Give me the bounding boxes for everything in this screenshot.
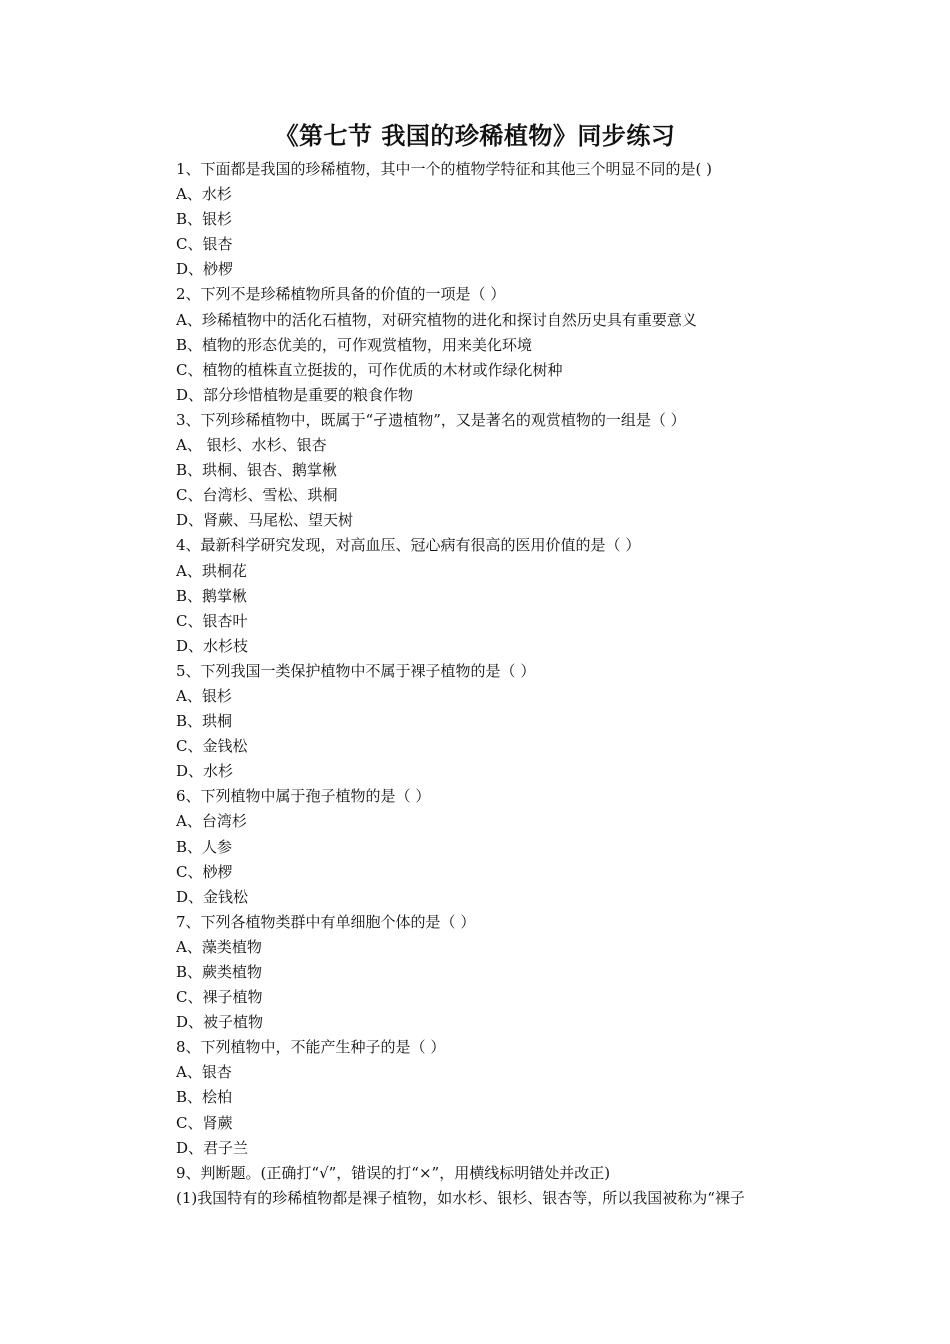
answer-option: A、珙桐花 [176,561,247,580]
answer-option: B、蕨类植物 [176,963,263,981]
question-list [176,157,816,1211]
answer-option: C、肾蕨 [176,1113,233,1132]
answer-option: C、植物的植株直立挺拔的，可作优质的木材或作绿化树种 [176,360,563,379]
answer-option: C、金钱松 [176,737,248,756]
answer-option: A、珍稀植物中的活化石植物，对研究植物的进化和探讨自然历史具有重要意义 [176,310,697,329]
answer-option: D、桫椤 [176,260,234,279]
answer-option: B、珙桐 [176,712,233,731]
answer-option: C、台湾杉、雪松、珙桐 [176,486,338,505]
answer-option: D、部分珍惜植物是重要的粮食作物 [176,385,414,404]
answer-option: D、水杉枝 [176,636,249,655]
question-stem: 1、下面都是我国的珍稀植物，其中一个的植物学特征和其他三个明显不同的是( ) [176,160,713,178]
answer-option: D、肾蕨、马尾松、望天树 [176,511,354,530]
answer-option: B、植物的形态优美的，可作观赏植物，用来美化环境 [176,335,533,354]
document-title: 《第七节 我国的珍稀植物》同步练习 [274,121,676,150]
answer-option: B、桧柏 [176,1088,233,1107]
answer-option: C、桫椤 [176,862,233,881]
question-stem: 6、下列植物中属于孢子植物的是（ ） [176,787,431,806]
question-stem: 7、下列各植物类群中有单细胞个体的是（ ） [176,912,476,931]
answer-option: D、金钱松 [176,887,249,906]
answer-option: C、银杏叶 [176,611,248,630]
judgement-item: (1)我国特有的珍稀植物都是裸子植物，如水杉、银杉、银杏等，所以我国被称为“裸子 [176,1188,745,1207]
answer-option: A、银杏 [176,1063,232,1082]
answer-option: B、珙桐、银杏、鹅掌楸 [176,461,338,480]
answer-option: B、人参 [176,837,233,856]
answer-option: C、银杏 [176,235,233,254]
answer-option: A、台湾杉 [176,812,247,831]
answer-option: A、 银杉、水杉、银杏 [176,436,327,455]
question-stem: 9、判断题。(正确打“√”，错误的打“×”，用横线标明错处并改正) [176,1163,611,1182]
answer-option: C、裸子植物 [176,988,263,1007]
question-stem: 5、下列我国一类保护植物中不属于裸子植物的是（ ） [176,661,536,680]
question-stem: 4、最新科学研究发现，对高血压、冠心病有很高的医用价值的是（ ） [176,536,641,555]
answer-option: D、君子兰 [176,1138,249,1157]
question-stem: 8、下列植物中，不能产生种子的是（ ） [176,1038,446,1057]
answer-option: D、被子植物 [176,1013,264,1032]
answer-option: A、藻类植物 [176,937,262,956]
answer-option: A、银杉 [176,686,232,705]
answer-option: A、水杉 [176,185,232,204]
answer-option: B、鹅掌楸 [176,586,248,605]
answer-option: B、银杉 [176,210,233,229]
question-stem: 3、下列珍稀植物中，既属于“孑遗植物”，又是著名的观赏植物的一组是（ ） [176,410,686,429]
answer-option: D、水杉 [176,762,234,781]
question-stem: 2、下列不是珍稀植物所具备的价值的一项是（ ） [176,285,506,304]
